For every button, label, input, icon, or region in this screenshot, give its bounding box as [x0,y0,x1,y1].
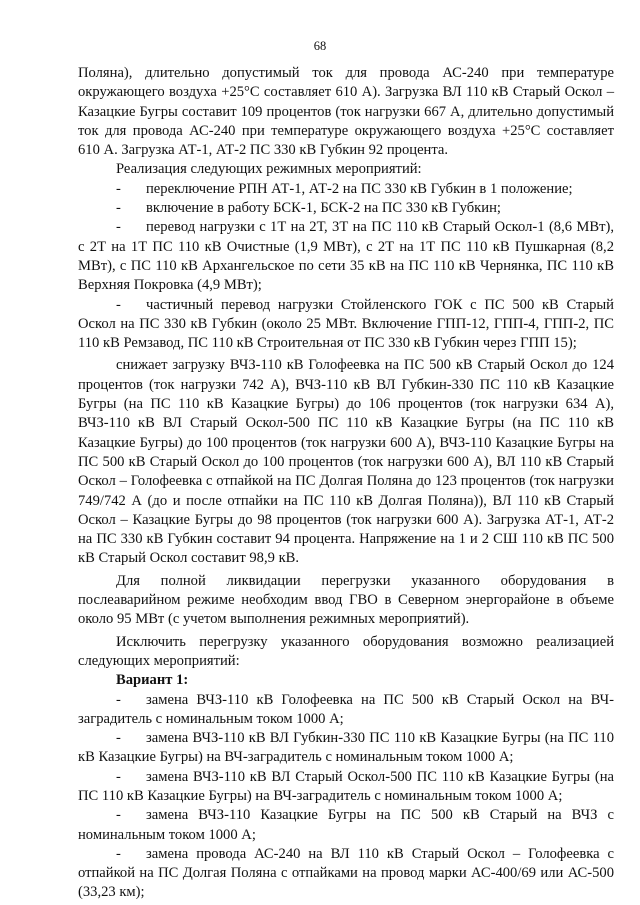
list-item [78,845,614,903]
paragraph: Поляна), длительно допустимый ток для провода АС-240 при температуре окружающего воздуха +25°С составляет 610 А). Загрузка ВЛ 110 кВ Старый Оскол – Казацкие Бугры составит 109 процентов (ток нагрузки 667 А, длительно допустимый ток для провода АС-240 при температуре окружающего воздуха +25°С составляет 610 А. Загрузка АТ-1, АТ-2 ПС 330 кВ Губкин 92 процента. [78,65,614,159]
list-item-text: замена ВЧЗ-110 кВ ВЛ Старый Оскол-500 ПС 110 кВ Казацкие Бугры (на ПС 110 кВ Казацкие Бугры) на ВЧ-заградитель с номинальным током 1000 А; [78,768,614,804]
list-item-text: перевод нагрузки с 1Т на 2Т, 3Т на ПС 110 кВ Старый Оскол-1 (8,6 МВт), с 2Т на 1Т ПС 110 кВ Очистные (1,9 МВт), с 2Т на 1Т ПС 110 кВ Пушкарная (8,2 МВт), с ПС 110 кВ Архангельское по сети 35 кВ на ПС 110 кВ Чернянка, ПС 110 кВ Верхняя Покровка (4,9 МВт); [78,219,614,294]
list-item-text: замена ВЧЗ-110 кВ Голофеевка на ПС 500 кВ Старый Оскол на ВЧ-заградитель с номинальным током 1000 А; [78,691,614,727]
list-dash: - [116,845,121,862]
paragraph: снижает загрузку ВЧЗ-110 кВ Голофеевка на ПС 500 кВ Старый Оскол до 124 процентов (ток нагрузки 742 А), ВЧЗ-110 кВ ВЛ Губкин-330 ПС 110 кВ Казацкие Бугры (на ПС 110 кВ Казацкие Бугры) до 106 процентов (ток нагрузки 634 А), ВЧЗ-110 кВ ВЛ Старый Оскол-500 ПС 110 кВ Казацкие Бугры (на ПС 110 кВ Казацкие Бугры) до 100 процентов (ток нагрузки 600 А), ВЧЗ-110 Казацкие Бугры на ПС 500 кВ Старый Оскол до 100 процентов (ток нагрузки 600 А), ВЛ 110 кВ Старый Оскол – Голофеевка с отпайкой на ПС Долгая Поляна до 123 процентов (ток нагрузки 749/742 А (до и после отпайки на ПС 110 кВ Долгая Поляна)), ВЛ 110 кВ Старый Оскол – Казацкие Бугры до 98 процентов (ток нагрузки 600 А). Загрузка АТ-1, АТ-2 на ПС 330 кВ Губкин составит 94 процента. Напряжение на 1 и 2 СШ 110 кВ ПС 500 кВ Старый Оскол составит 98,9 кВ. [78,357,614,567]
list-dash: - [116,730,121,747]
paragraph: Исключить перегрузку указанного оборудования возможно реализацией следующих мероприятий: [78,633,614,669]
list-item-text: замена ВЧЗ-110 кВ ВЛ Губкин-330 ПС 110 кВ Казацкие Бугры (на ПС 110 кВ Казацкие Бугры) на ВЧ-заградитель с номинальным током 1000 А; [78,730,614,766]
list-item [78,296,614,354]
page-body [78,64,614,903]
list-item [78,806,614,845]
list-item-text: частичный перевод нагрузки Стойленского ГОК с ПС 500 кВ Старый Оскол на ПС 330 кВ Губкин (около 25 МВт. Включение ГПП-12, ГПП-4, ГПП-2, ПС 110 кВ Ремзавод, ПС 110 кВ Строительная от ПС 330 кВ Губкин через ГПП 15); [78,296,614,352]
list-item-text: включение в работу БСК-1, БСК-2 на ПС 330 кВ Губкин; [146,200,501,217]
list-item-text: замена провода АС-240 на ВЛ 110 кВ Старый Оскол – Голофеевка с отпайкой на ПС Долгая Поляна с отпайками на провод марки АС-400/69 или АС-500 (33,23 км); [78,845,614,901]
list-item [78,768,614,807]
list-item [78,180,614,199]
list-dash: - [116,807,121,824]
page-number: 68 [313,39,327,53]
list-item [78,199,614,218]
list-item [78,218,614,295]
list-item-text: замена ВЧЗ-110 Казацкие Бугры на ПС 500 кВ Старый на ВЧЗ с номинальным током 1000 А; [78,807,614,843]
list-item [78,729,614,768]
list-dash: - [116,219,121,236]
list-dash: - [116,296,121,313]
list-dash: - [116,180,121,197]
list-dash: - [116,200,121,217]
list-dash: - [116,768,121,785]
paragraph: Реализация следующих режимных мероприятий: [116,161,422,178]
variant-heading: Вариант 1: [116,672,189,689]
paragraph: Для полной ликвидации перегрузки указанного оборудования в послеаварийном режиме необходим ввод ГВО в Северном энергорайоне в объеме около 95 МВт (с учетом выполнения режимных мероприятий). [78,572,614,628]
list-item [78,691,614,730]
list-dash: - [116,691,121,708]
list-item-text: переключение РПН АТ-1, АТ-2 на ПС 330 кВ Губкин в 1 положение; [146,180,573,197]
